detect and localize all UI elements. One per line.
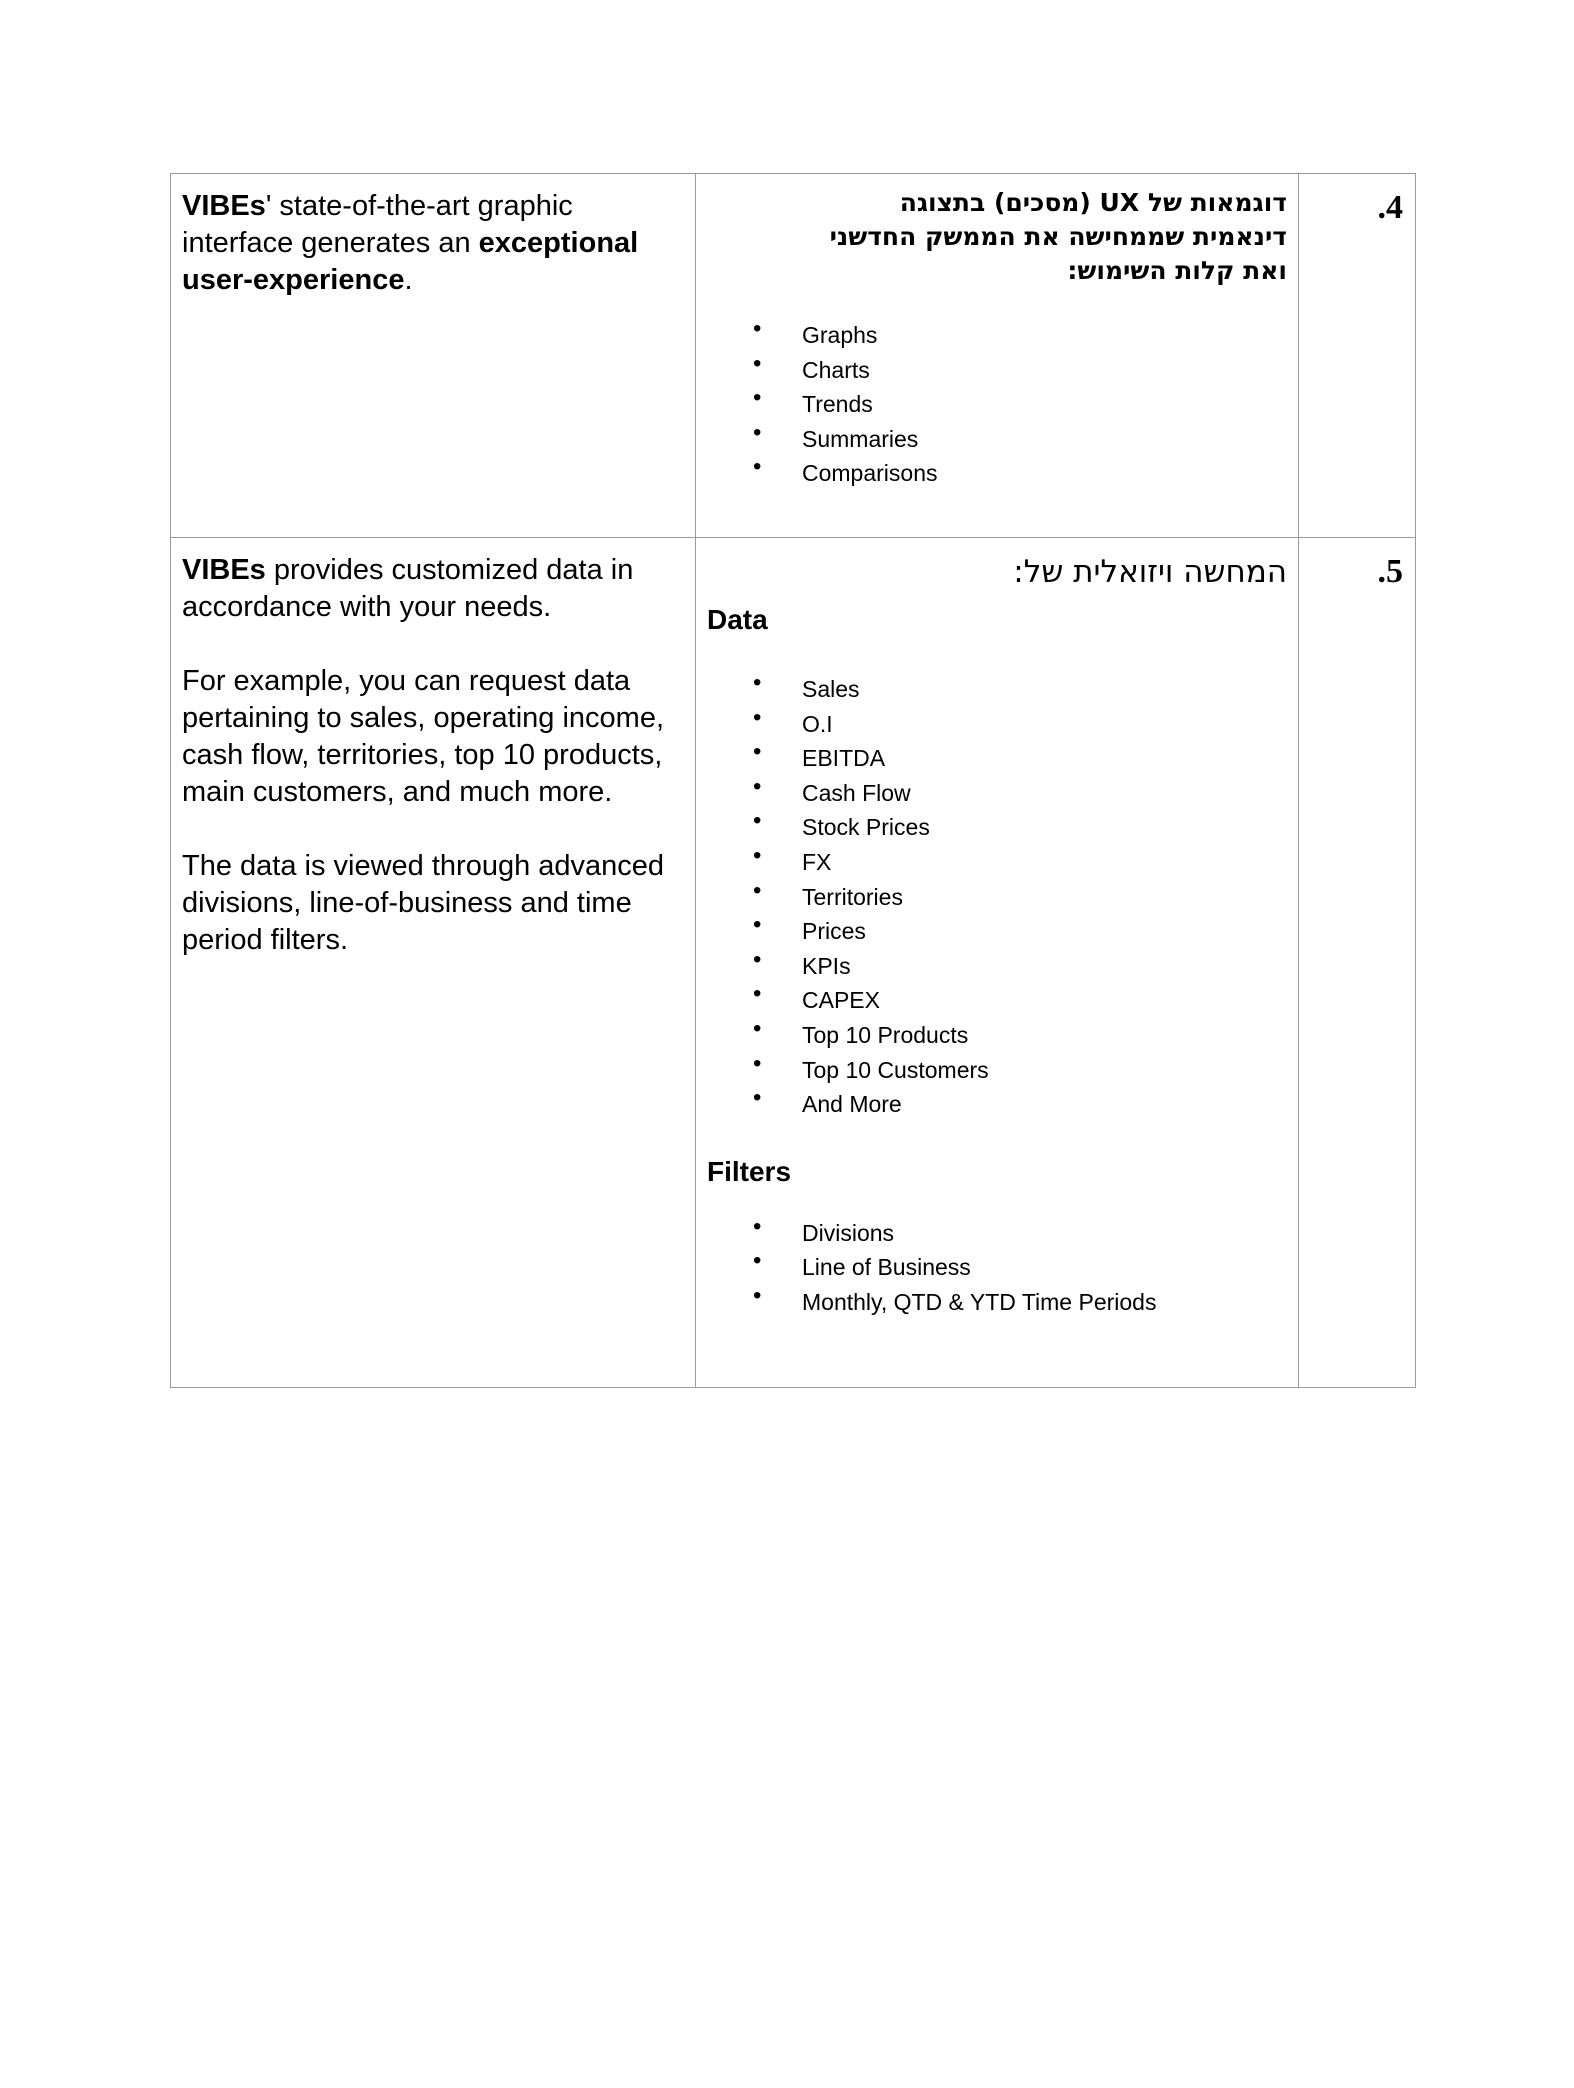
list-item: • KPIs: [707, 949, 1287, 984]
list-item: • EBITDA: [707, 741, 1287, 776]
list-item: • O.I: [707, 707, 1287, 742]
filters-bullet-list: [707, 1216, 1287, 1320]
filters-section-label: Filters: [707, 1155, 792, 1187]
list-item: • Summaries: [707, 422, 1287, 457]
hebrew-content-cell: [696, 538, 1299, 1388]
row-number-cell: [1299, 538, 1416, 1388]
hebrew-content-cell: [696, 174, 1299, 538]
brand-name: VIBEs: [182, 554, 266, 586]
list-item: • Monthly, QTD & YTD Time Periods: [707, 1285, 1287, 1320]
list-item: • FX: [707, 845, 1287, 880]
list-item: • Sales: [707, 672, 1287, 707]
list-item: • Prices: [707, 914, 1287, 949]
row-number-cell: [1299, 174, 1416, 538]
list-item: • CAPEX: [707, 983, 1287, 1018]
list-item: • Divisions: [707, 1216, 1287, 1251]
bullet-list: [707, 318, 1287, 491]
list-item: • Stock Prices: [707, 810, 1287, 845]
list-item: • Cash Flow: [707, 776, 1287, 811]
row-number: .5: [1377, 553, 1403, 590]
english-paragraph: The data is viewed through advanced divisions, line-of-business and time period filters.: [182, 850, 665, 956]
list-item: • Territories: [707, 880, 1287, 915]
english-description-cell: [171, 174, 696, 538]
list-item: • Top 10 Customers: [707, 1053, 1287, 1088]
english-description-cell: [171, 538, 696, 1388]
hebrew-heading: המחשה ויזואלית של:: [1013, 554, 1287, 590]
list-item: • Charts: [707, 353, 1287, 388]
brand-name: VIBEs: [182, 190, 266, 222]
text-span: ' state-of-the-art graphic interface generates an: [182, 190, 573, 259]
table-row: [171, 174, 1416, 538]
text-span: .: [404, 264, 413, 296]
emphasis-text: exceptional user-experience: [182, 227, 639, 296]
list-item: • Top 10 Products: [707, 1018, 1287, 1053]
row-number: .4: [1377, 189, 1403, 226]
data-bullet-list: [707, 672, 1287, 1122]
english-paragraph: [182, 552, 683, 626]
list-item: • Line of Business: [707, 1250, 1287, 1285]
list-item: • And More: [707, 1087, 1287, 1122]
list-item: • Graphs: [707, 318, 1287, 353]
text-span: provides customized data in accordance with your needs.: [182, 554, 634, 623]
english-paragraph: [182, 188, 683, 299]
features-table: [170, 173, 1416, 1388]
data-section-label: Data: [707, 604, 768, 635]
english-paragraph: For example, you can request data pertaining to sales, operating income, cash flow, territories, top 10 products, main customers, and much more.: [182, 665, 665, 808]
list-item: • Comparisons: [707, 456, 1287, 491]
table-row: [171, 538, 1416, 1388]
list-item: • Trends: [707, 387, 1287, 422]
hebrew-heading: דוגמאות של UX (מסכים) בתצוגה דינאמית שממחישה את הממשק החדשני ואת קלות השימוש:: [829, 188, 1287, 285]
